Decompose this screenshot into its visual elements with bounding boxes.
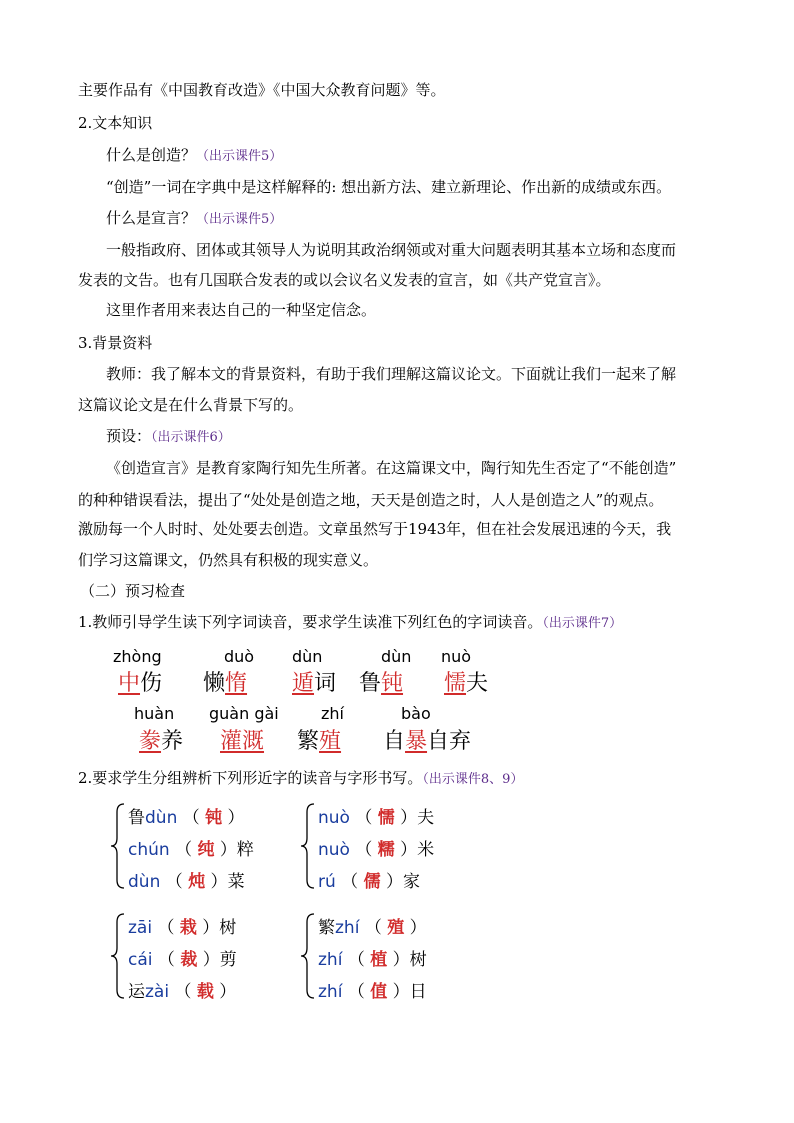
section-heading: 3.背景资料: [78, 334, 153, 352]
char-item: zhí （ 植 ）树: [318, 950, 427, 970]
word-black: 自弃: [427, 729, 472, 754]
teacher-text: 教师：我了解本文的背景资料，有助于我们理解这篇议论文。下面就让我们一起来了解: [106, 365, 677, 383]
pinyin: dùn: [381, 647, 412, 666]
brace-icon: [298, 910, 318, 1002]
char-post: 家: [402, 872, 420, 892]
courseware-ref: （出示课件6）: [151, 430, 231, 445]
word-black: 鲁: [359, 671, 382, 696]
courseware-ref: （出示课件7）: [542, 616, 623, 631]
char-answer: 值: [370, 982, 388, 1002]
word-black: 夫: [466, 671, 489, 696]
word: [383, 724, 471, 755]
word-black: 自: [383, 729, 406, 754]
char-answer: 殖: [387, 918, 405, 938]
pinyin: zhí: [321, 704, 344, 723]
char-answer: 栽: [179, 918, 197, 938]
instruction-text: 1.教师引导学生读下列字词读音，要求学生读准下列红色的字词读音。: [78, 613, 543, 631]
background-text: 激励每一个人时时、处处要去创造。文章虽然写于1943年，但在社会发展迅速的今天，我: [78, 520, 672, 538]
word: [118, 666, 162, 697]
question: [106, 208, 282, 230]
pinyin: nuò: [441, 647, 472, 666]
char-item: dùn （ 炖 ）菜: [128, 872, 245, 892]
word-red: 暴: [405, 729, 428, 754]
paragraph: 主要作品有《中国教育改造》《中国大众教育问题》等。: [78, 81, 446, 99]
background-text: 们学习这篇课文，仍然具有积极的现实意义。: [78, 551, 379, 569]
word: [220, 724, 264, 755]
background-text: 的种种错误看法，提出了“处处是创造之地，天天是创造之时，人人是创造之人”的观点。: [78, 491, 664, 509]
pinyin: huàn: [134, 704, 175, 723]
word-red: 懦: [444, 671, 467, 696]
char-answer: 裁: [180, 950, 198, 970]
char-pinyin: cái: [128, 950, 153, 970]
answer: 一般指政府、团体或其领导人为说明其政治纲领或对重大问题表明其基本立场和态度而: [106, 241, 677, 259]
word: [444, 666, 488, 697]
pinyin: bào: [401, 704, 431, 723]
pinyin: zhòng: [113, 647, 162, 666]
teacher-text: 这篇议论文是在什么背景下写的。: [78, 396, 304, 414]
char-post: 树: [219, 918, 237, 938]
char-item: nuò （ 懦 ）夫: [318, 808, 435, 828]
instruction: [78, 612, 622, 634]
char-pinyin: dùn: [145, 808, 178, 828]
instruction-text: 2.要求学生分组辨析下列形近字的读音与字形书写。: [78, 769, 423, 787]
word-red: 豢: [139, 729, 162, 754]
char-pinyin: zhí: [335, 918, 360, 938]
char-post: 夫: [417, 808, 435, 828]
word: [139, 724, 183, 755]
char-pinyin: nuò: [318, 808, 350, 828]
char-pinyin: zāi: [128, 918, 153, 938]
word-red: 惰: [225, 671, 248, 696]
preset: [106, 426, 231, 448]
char-pinyin: nuò: [318, 840, 350, 860]
char-item: cái （ 裁 ）剪: [128, 950, 237, 970]
courseware-ref: （出示课件8、9）: [422, 772, 524, 787]
char-post: 粹: [236, 840, 254, 860]
question-text: 什么是宣言？: [106, 209, 197, 227]
answer: 这里作者用来表达自己的一种坚定信念。: [106, 301, 377, 319]
char-answer: 纯: [197, 840, 215, 860]
brace-icon: [108, 800, 128, 892]
char-item: chún （ 纯 ）粹: [128, 840, 254, 860]
brace-icon: [298, 800, 318, 892]
word-red: 钝: [381, 671, 404, 696]
char-pinyin: zài: [145, 982, 170, 1002]
word-red: 遁: [292, 671, 315, 696]
instruction: [78, 768, 523, 790]
question: [106, 145, 282, 167]
word-black: 懒: [203, 671, 226, 696]
courseware-ref: （出示课件5）: [196, 212, 283, 227]
word-black: 养: [161, 729, 184, 754]
char-post: 米: [417, 840, 435, 860]
char-answer: 懦: [377, 808, 395, 828]
char-pinyin: zhí: [318, 950, 343, 970]
char-item: zhí （ 值 ）日: [318, 982, 427, 1002]
char-pinyin: zhí: [318, 982, 343, 1002]
preset-label: 预设：: [106, 427, 152, 445]
background-text: 《创造宣言》是教育家陶行知先生所著。在这篇课文中，陶行知先生否定了“不能创造”: [106, 459, 677, 477]
char-post: 菜: [227, 872, 245, 892]
char-item: 繁zhí （ 殖 ）: [318, 918, 427, 938]
char-item: 鲁dùn （ 钝 ）: [128, 808, 245, 828]
pinyin: duò: [224, 647, 255, 666]
char-answer: 糯: [377, 840, 395, 860]
char-pinyin: dùn: [128, 872, 161, 892]
question-text: 什么是创造？: [106, 146, 197, 164]
char-post: 剪: [219, 950, 237, 970]
answer: “创造”一词在字典中是这样解释的: 想出新方法、建立新理论、作出新的成绩或东西。: [106, 178, 672, 196]
char-post: 树: [409, 950, 427, 970]
char-item: zāi （ 栽 ）树: [128, 918, 237, 938]
char-pre: 繁: [318, 918, 335, 938]
char-pinyin: chún: [128, 840, 170, 860]
char-answer: 炖: [188, 872, 206, 892]
word: [359, 666, 403, 697]
char-answer: 钝: [205, 808, 223, 828]
char-answer: 儒: [363, 872, 381, 892]
char-item: rú （ 儒 ）家: [318, 872, 420, 892]
word-red: 中: [118, 671, 141, 696]
word: [297, 724, 341, 755]
section-heading: （二）预习检查: [80, 582, 186, 600]
word: [292, 666, 336, 697]
word-red: 殖: [319, 729, 342, 754]
char-post: 日: [409, 982, 427, 1002]
char-item: 运zài （ 载 ）: [128, 982, 237, 1002]
answer: 发表的文告。也有几国联合发表的或以会议名义发表的宣言，如《共产党宣言》。: [78, 271, 611, 289]
word-black: 繁: [297, 729, 320, 754]
char-answer: 载: [196, 982, 214, 1002]
word: [203, 666, 247, 697]
brace-icon: [108, 910, 128, 1002]
word-red: 灌溉: [220, 729, 265, 754]
courseware-ref: （出示课件5）: [196, 149, 283, 164]
char-answer: 植: [370, 950, 388, 970]
section-heading: 2.文本知识: [78, 114, 153, 132]
word-black: 伤: [140, 671, 163, 696]
char-pinyin: rú: [318, 872, 336, 892]
char-pre: 鲁: [128, 808, 145, 828]
char-item: nuò （ 糯 ）米: [318, 840, 435, 860]
pinyin: guàn gài: [209, 704, 279, 723]
char-pre: 运: [128, 982, 145, 1002]
word-black: 词: [314, 671, 337, 696]
pinyin: dùn: [292, 647, 323, 666]
